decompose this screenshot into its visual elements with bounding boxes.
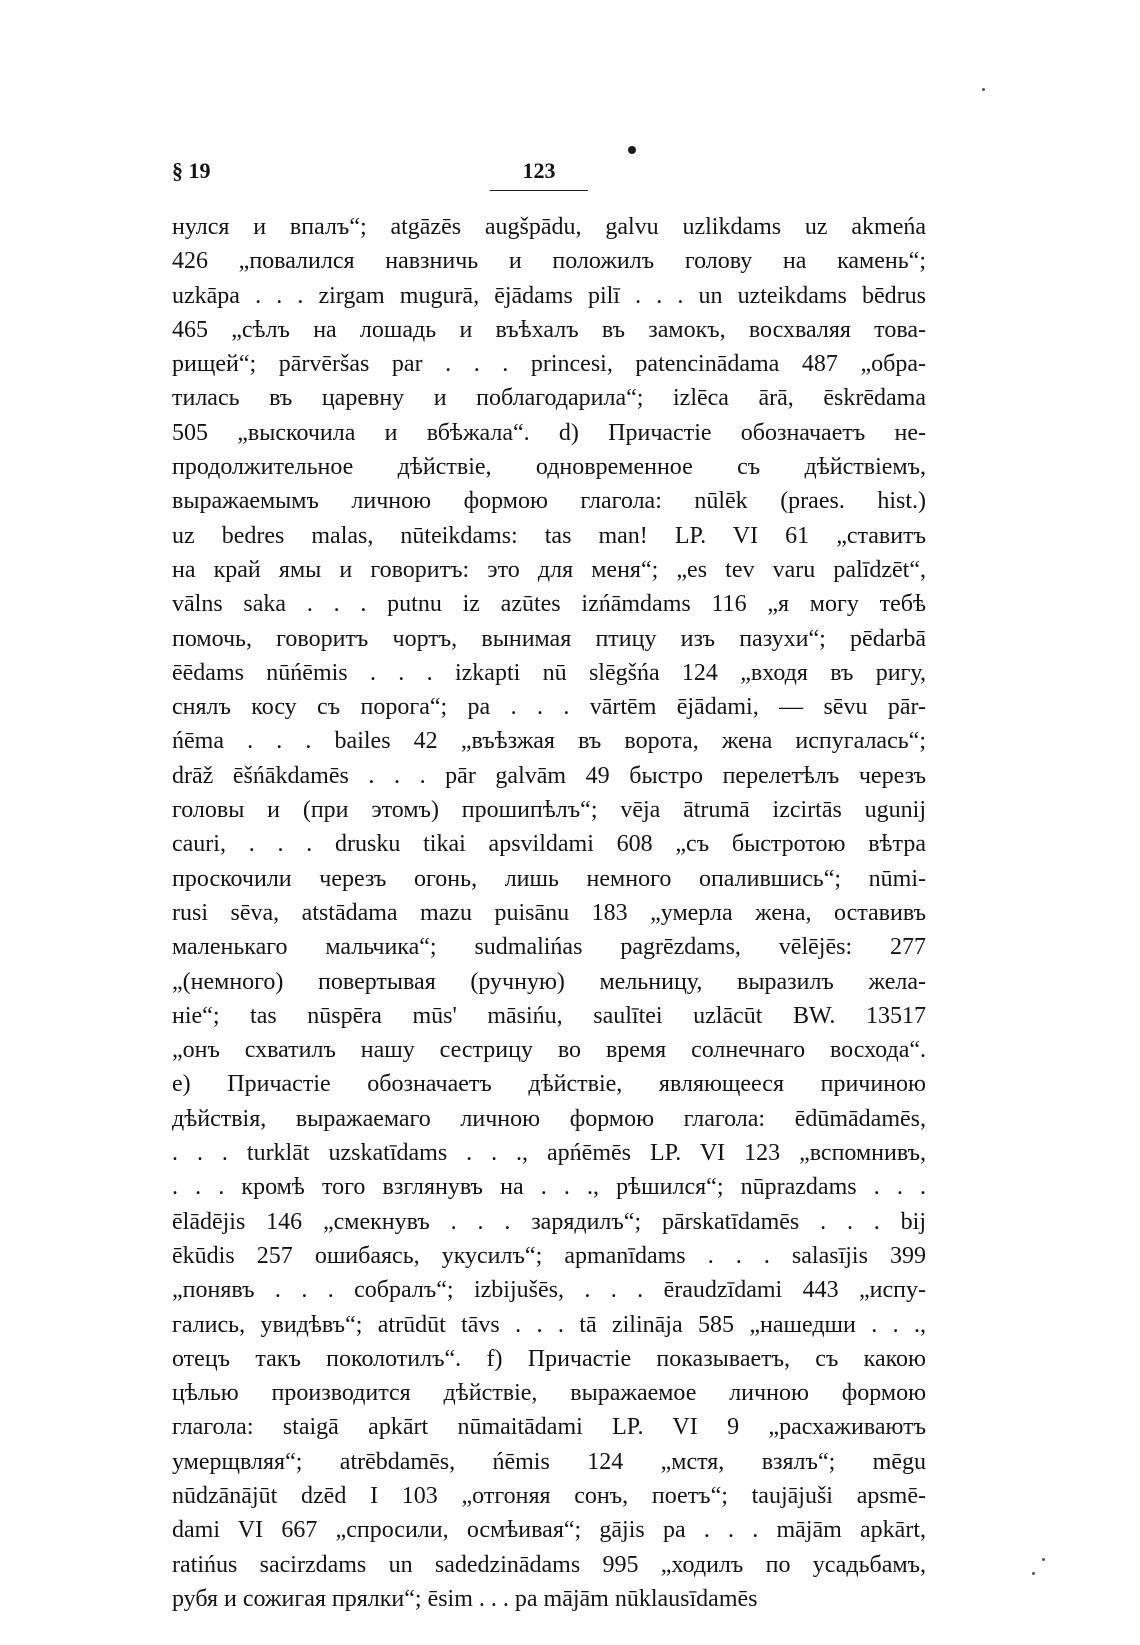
text-line: cauri, . . . drusku tikai apsvildami 608 „съ быстротою вѣтра: [172, 831, 926, 858]
text-line: ńēma . . . bailes 42 „въѣзжая въ ворота, жена испугалась“;: [172, 728, 926, 755]
text-line: uz bedres malas, nūteikdams: tas man! LP. VI 61 „ставитъ: [172, 522, 926, 549]
text-line: ēlādējis 146 „смекнувъ . . . зарядилъ“; pārskatīdamēs . . . bij: [172, 1208, 926, 1235]
text-line: глагола: staigā apkārt nūmaitādami LP. VI 9 „расхаживаютъ: [172, 1414, 926, 1441]
ink-speck: [628, 146, 636, 154]
text-line: uzkāpa . . . zirgam mugurā, ējādams pilī . . . un uzteikdams bēdrus: [172, 282, 926, 309]
text-line: 465 „сѣлъ на лошадь и въѣхалъ въ замокъ, восхваляя това-: [172, 316, 926, 343]
text-line: дѣйствія, выражаемаго личною формою глагола: ēdūmādamēs,: [172, 1105, 926, 1132]
body-text: [172, 210, 926, 1616]
text-line: тилась въ царевну и поблагодарила“; izlēca ārā, ēskrēdama: [172, 385, 926, 412]
ink-speck-small: [1042, 1558, 1045, 1561]
text-line: ratińus sacirzdams un sadedzinādams 995 „ходилъ по усадьбамъ,: [172, 1551, 926, 1578]
text-line: 426 „повалился навзничь и положилъ голову на камень“;: [172, 248, 926, 275]
text-line: рубя и сожигая прялки“; ēsim . . . pa mājām nūklausīdamēs: [172, 1585, 758, 1612]
text-line: проскочили черезъ огонь, лишь немного опалившись“; nūmi-: [172, 865, 926, 892]
page-header: [172, 158, 926, 194]
text-line: . . . turklāt uzskatīdams . . ., apńēmēs LP. VI 123 „вспомнивъ,: [172, 1140, 926, 1167]
text-line: nūdzānājūt dzēd I 103 „отгоняя сонъ, поетъ“; taujājuši apsmē-: [172, 1482, 926, 1509]
text-line: гались, увидѣвъ“; atrūdūt tāvs . . . tā zilināja 585 „нашедши . . .,: [172, 1311, 926, 1338]
text-line: нулся и впалъ“; atgāzēs augšpādu, galvu uzlikdams uz akmeńa: [172, 214, 926, 240]
text-line: ніе“; tas nūspēra mūs' māsińu, saulītei uzlācūt BW. 13517: [172, 1002, 926, 1029]
page-number-underline: [490, 190, 588, 191]
text-line: помочь, говоритъ чортъ, вынимая птицу изъ пазухи“; pēdarbā: [172, 625, 926, 652]
ink-speck-small: [982, 88, 985, 91]
text-line: „онъ схватилъ нашу сестрицу во время солнечнаго восхода“.: [172, 1037, 926, 1064]
text-line: умерщвляя“; atrēbdamēs, ńēmis 124 „мстя, взялъ“; mēgu: [172, 1448, 926, 1475]
text-line: отецъ такъ поколотилъ“. f) Причастіе показываетъ, съ какою: [172, 1345, 926, 1372]
text-line: снялъ косу съ порога“; pa . . . vārtēm ējādami, — sēvu pār-: [172, 694, 926, 721]
text-line: головы и (при этомъ) прошипѣлъ“; vēja ātrumā izcirtās ugunij: [172, 797, 926, 824]
text-line: продолжительное дѣйствіе, одновременное съ дѣйствіемъ,: [172, 454, 926, 481]
text-line: „понявъ . . . собралъ“; izbijušēs, . . . ēraudzīdami 443 „испу-: [172, 1277, 926, 1304]
text-line: dami VI 667 „спросили, осмѣивая“; gājis pa . . . mājām apkārt,: [172, 1517, 926, 1544]
text-line: выражаемымъ личною формою глагола: nūlēk (praes. hist.): [172, 488, 926, 515]
text-line: на край ямы и говоритъ: это для меня“; „es tev varu palīdzēt“,: [172, 556, 926, 583]
text-line: „(немного) повертывая (ручную) мельницу, выразилъ жела-: [172, 968, 926, 995]
text-line: цѣлью производится дѣйствіе, выражаемое личною формою: [172, 1380, 926, 1407]
page-number: 123: [522, 158, 556, 183]
text-line: рищей“; pārvēršas par . . . princesi, patencinādama 487 „обра-: [172, 351, 926, 378]
text-line: vālns saka . . . putnu iz azūtes izńāmdams 116 „я могу тебѣ: [172, 591, 926, 618]
text-line: 505 „выскочила и вбѣжала“. d) Причастіе обозначаетъ не-: [172, 419, 926, 446]
section-mark: § 19: [172, 158, 211, 183]
text-line: ēēdams nūńēmis . . . izkapti nū slēgšńa 124 „входя въ ригу,: [172, 659, 926, 686]
ink-speck-small: [1032, 1572, 1035, 1575]
text-line: e) Причастіе обозначаетъ дѣйствіе, являющееся причиною: [172, 1071, 926, 1098]
text-line: rusi sēva, atstādama mazu puisānu 183 „умерла жена, оставивъ: [172, 899, 926, 926]
text-line: drāž ēšńākdamēs . . . pār galvām 49 быстро перелетѣлъ черезъ: [172, 762, 926, 789]
text-line: маленькаго мальчика“; sudmalińas pagrēzdams, vēlējēs: 277: [172, 934, 926, 961]
text-line: ēkūdis 257 ошибаясь, укусилъ“; apmanīdams . . . salasījis 399: [172, 1242, 926, 1269]
text-line: . . . кромѣ того взглянувъ на . . ., рѣшился“; nūprazdams . . .: [172, 1174, 926, 1201]
